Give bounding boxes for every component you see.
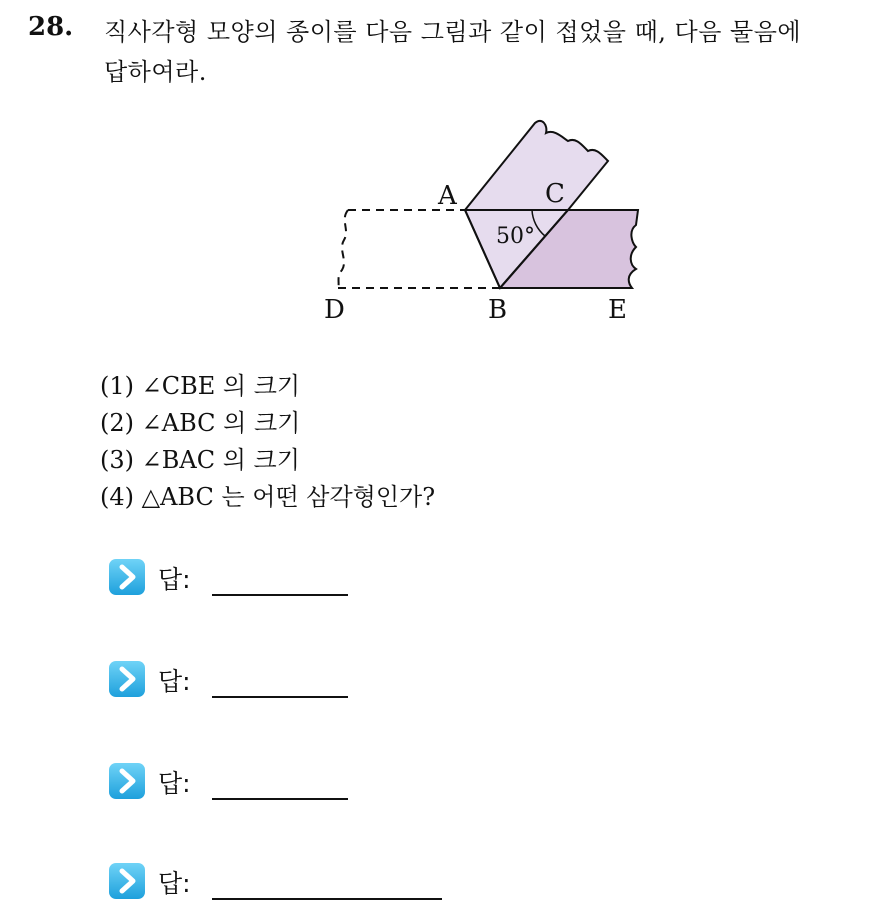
chevron-right-icon: [108, 660, 146, 698]
answer-blank[interactable]: [212, 594, 348, 596]
angle-label: 50°: [496, 224, 535, 249]
answer-blank[interactable]: [212, 898, 442, 900]
question-text-line2: 답하여라.: [104, 58, 207, 86]
answer-label: 답:: [158, 667, 191, 696]
label-E: E: [608, 295, 627, 325]
answer-row: [108, 558, 368, 602]
answer-blank[interactable]: [212, 798, 348, 800]
chevron-right-icon: [108, 862, 146, 900]
folded-paper-figure: [310, 105, 670, 340]
answer-blank[interactable]: [212, 696, 348, 698]
answer-label: 답:: [158, 565, 191, 594]
question-number: 28.: [28, 12, 74, 42]
answer-label: 답:: [158, 769, 191, 798]
answer-row: [108, 862, 448, 906]
sub-question-4: (4) △ABC 는 어떤 삼각형인가?: [100, 483, 436, 511]
answer-row: [108, 762, 368, 806]
answer-label: 답:: [158, 869, 191, 898]
question-text-line1: 직사각형 모양의 종이를 다음 그림과 같이 접었을 때, 다음 물음에: [104, 18, 802, 46]
label-B: B: [488, 295, 508, 325]
label-C: C: [545, 179, 565, 209]
label-A: A: [438, 181, 457, 211]
chevron-right-icon: [108, 558, 146, 596]
sub-question-2: (2) ∠ABC 의 크기: [100, 409, 301, 437]
answer-row: [108, 660, 368, 704]
label-D: D: [324, 295, 345, 325]
chevron-right-icon: [108, 762, 146, 800]
sub-question-1: (1) ∠CBE 의 크기: [100, 372, 301, 400]
sub-question-3: (3) ∠BAC 의 크기: [100, 446, 300, 474]
